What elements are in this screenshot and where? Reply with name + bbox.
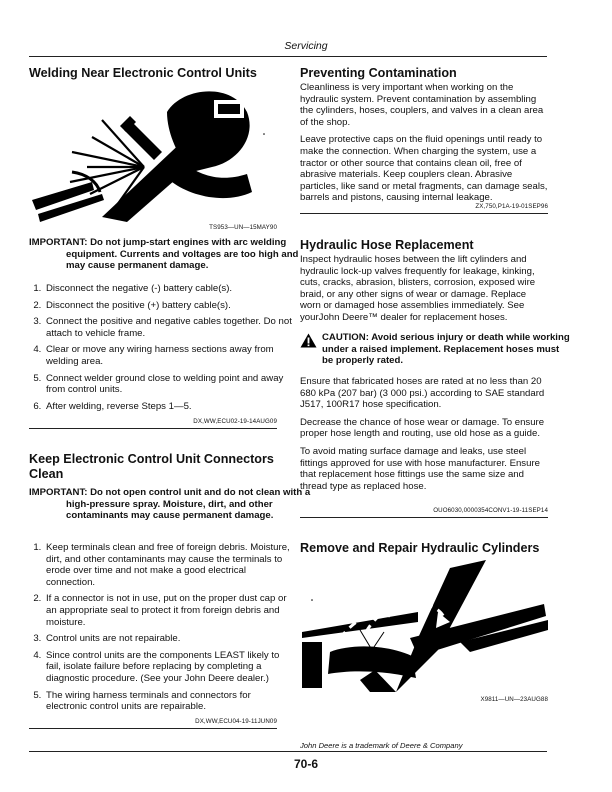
hose-body: [300, 376, 548, 498]
connectors-step: 4. Since control units are the components LEAST likely to fail, isolate failure before replacing by completing a diagnostic procedure. (See your John Deere dealer.): [44, 650, 292, 685]
paragraph: Decrease the chance of hose wear or damage. To ensure proper hose length and routing, use old hose as a guide.: [300, 416, 545, 440]
contamination-title: Preventing Contamination: [300, 66, 457, 80]
caution-note: [300, 332, 570, 367]
warning-triangle-icon: [300, 333, 317, 348]
welding-step: 4. Clear or move any wiring harness sections away from welding area.: [44, 344, 292, 367]
footer-rule: [29, 751, 547, 752]
welding-doc-ref: DX,WW,ECU02-19-14AUG09: [193, 418, 277, 425]
running-header: Servicing: [284, 40, 328, 52]
page-number: 70-6: [293, 757, 319, 771]
connectors-step: 3. Control units are not repairable.: [44, 633, 292, 645]
section-rule: [300, 213, 548, 214]
welding-step: 6. After welding, reverse Steps 1—5.: [44, 401, 292, 413]
paragraph: Ensure that fabricated hoses are rated at no less than 20 680 kPa (207 bar) (3 000 psi.) according to SAE standard J517, 100R17 hose specification.: [300, 376, 545, 411]
welding-steps-list: [29, 283, 292, 417]
caution-text: CAUTION: Avoid serious injury or death while working under a raised implement. Replacement hoses must be properly rated.: [322, 332, 570, 367]
hose-title: Hydraulic Hose Replacement: [300, 238, 474, 252]
paragraph: Leave protective caps on the fluid openings until ready to make the connection. When charging the system, use a tractor or other source that contains clean oil, free of abrasive materials. Keep couplers clean. Abrasive particles, like sand or metal fragments, can damage seals, barrels and pistons, causing internal leakage.: [300, 134, 548, 204]
header-rule: [29, 56, 547, 57]
connectors-step: 2. If a connector is not in use, put on the proper dust cap or an appropriate seal to protect it from foreign debris and moisture.: [44, 593, 292, 628]
welding-title: Welding Near Electronic Control Units: [29, 66, 257, 80]
connectors-doc-ref: DX,WW,ECU04-19-11JUN09: [195, 718, 277, 725]
welding-step: 5. Connect welder ground close to welding point and away from control units.: [44, 373, 292, 396]
connectors-steps-list: [29, 542, 292, 718]
contamination-doc-ref: ZX,750,P1A-19-01SEP96: [475, 203, 548, 210]
connectors-step: 5. The wiring harness terminals and connectors for electronic control units are repairable.: [44, 690, 292, 713]
section-rule: [29, 728, 277, 729]
cylinders-title: Remove and Repair Hydraulic Cylinders: [300, 541, 540, 555]
hose-intro: Inspect hydraulic hoses between the lift cylinders and hydraulic lock-up valves frequently for leakage, kinking, cuts, cracks, abrasion, blisters, corrosion, exposed wire braid, or any other signs of wear or damage. Replace worn or damaged hose assemblies immediately. See yourJohn Deere™ dealer for replacement hoses.: [300, 254, 536, 323]
welding-step: 1. Disconnect the negative (-) battery cable(s).: [44, 283, 292, 295]
welding-important-note: IMPORTANT: Do not jump-start engines with arc welding equipment. Currents and voltages are too high and may cause permanent damage.: [29, 237, 299, 272]
paragraph: Cleanliness is very important when working on the hydraulic system. Prevent contamination by assembling the cylinders, hoses, couplers, and valves in a clean area of the shop.: [300, 82, 544, 128]
connectors-step: 1. Keep terminals clean and free of foreign debris. Moisture, dirt, and other contaminants may cause the terminals to erode over time and not make a good electrical connection.: [44, 542, 292, 588]
welding-step: 2. Disconnect the positive (+) battery cable(s).: [44, 300, 292, 312]
welding-figure-ref: TS953—UN—15MAY90: [209, 224, 277, 231]
welding-warning-illustration: [32, 82, 280, 222]
contamination-body: [300, 82, 548, 210]
hydraulic-cylinder-warning-illustration: [300, 560, 548, 692]
welding-step: 3. Connect the positive and negative cables together. Do not attach to vehicle frame.: [44, 316, 292, 339]
paragraph: To avoid mating surface damage and leaks, use steel fittings approved for use with hose manufacturer. Ensure that replacement hose fittings use the same size and thread type as replaced hose.: [300, 445, 540, 492]
hose-doc-ref: OUO6030,0000354CONV1-19-11SEP14: [433, 507, 548, 514]
section-rule: [29, 428, 277, 429]
section-rule: [300, 517, 548, 518]
connectors-title: Keep Electronic Control Unit Connectors Clean: [29, 452, 274, 481]
cylinders-figure-ref: X9811—UN—23AUG88: [480, 696, 548, 703]
trademark-text: John Deere is a trademark of Deere & Company: [300, 741, 463, 750]
connectors-important-note: IMPORTANT: Do not open control unit and do not clean with a high-pressure spray. Moisture, dirt, and other contaminants may cause permanent damage.: [29, 487, 311, 522]
